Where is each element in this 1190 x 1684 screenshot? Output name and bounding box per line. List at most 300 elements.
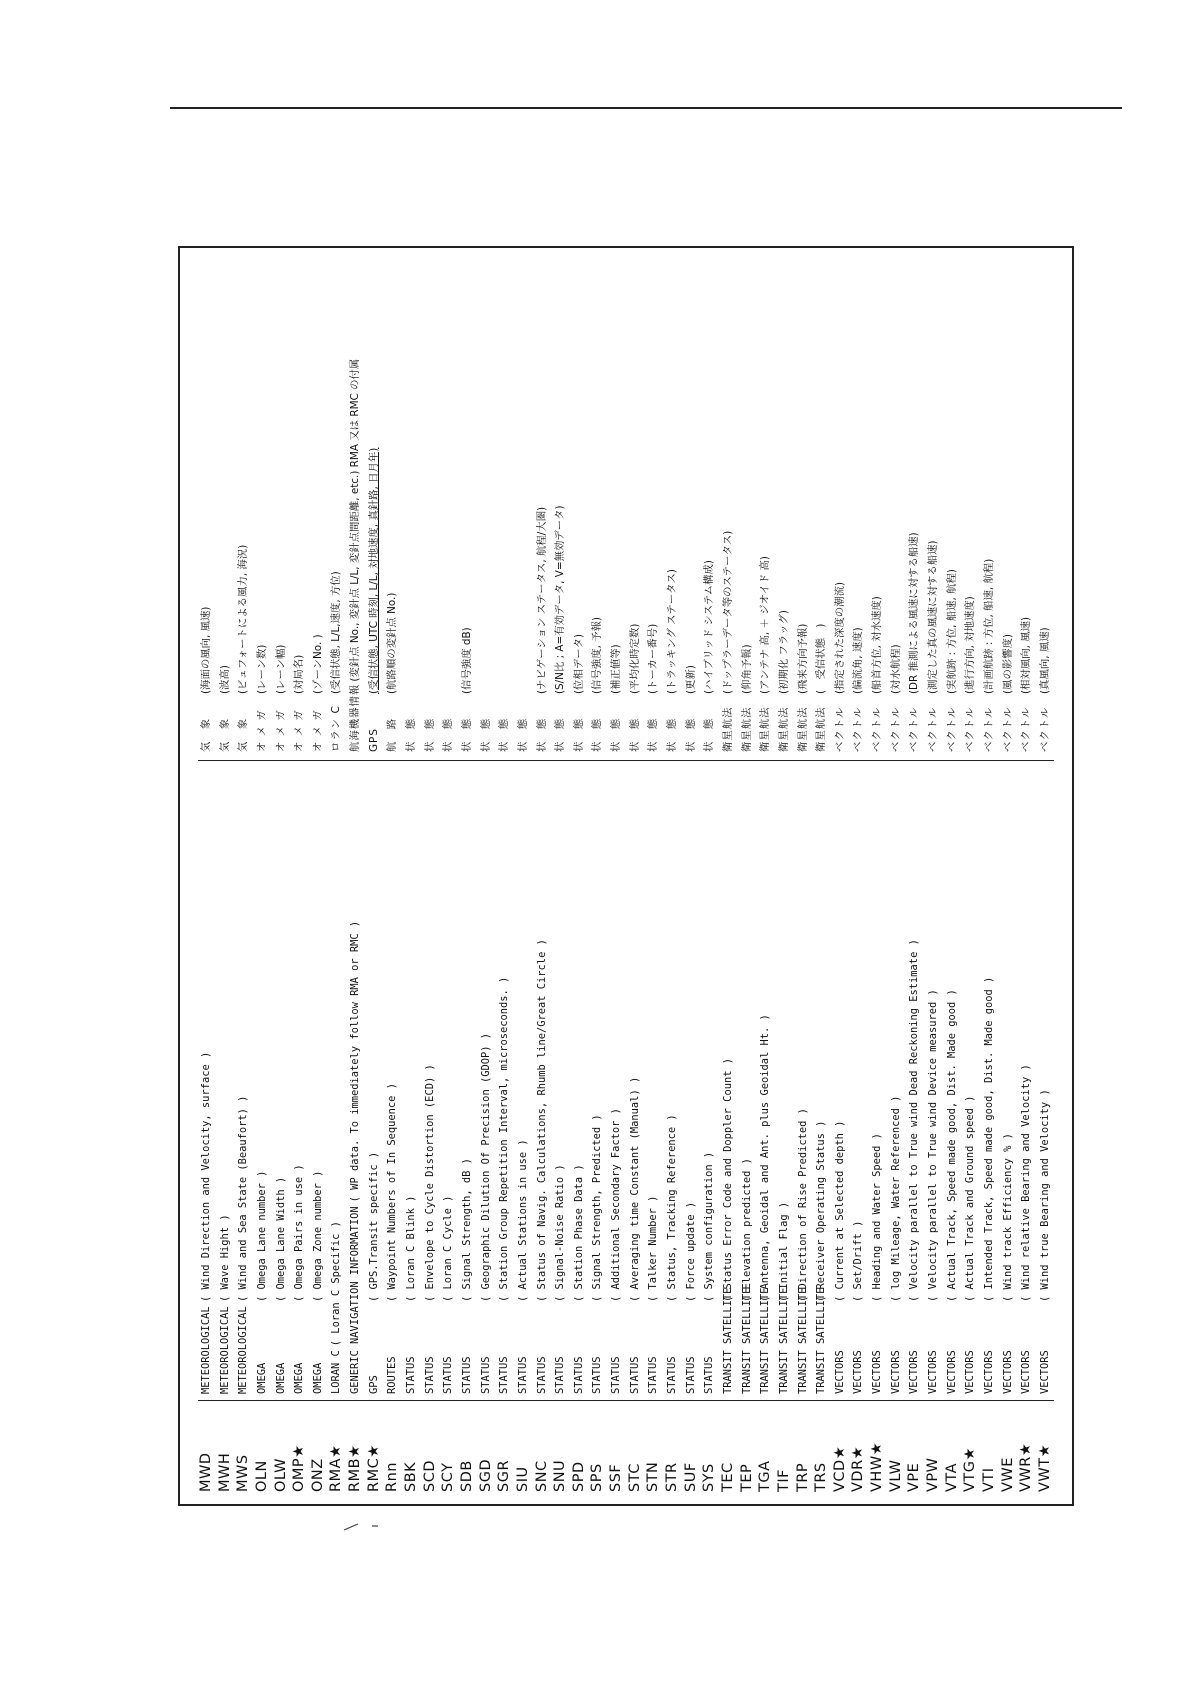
description-row — [739, 771, 756, 1394]
description-row — [310, 771, 327, 1394]
description-row — [291, 771, 308, 1394]
japanese-description-text: (DR 推測による風速に対する船速) — [908, 532, 921, 694]
category-label: VECTORS — [1038, 1350, 1051, 1394]
category-label: STATUS — [684, 1356, 697, 1394]
sentence-code: OLN — [253, 1460, 270, 1492]
japanese-row — [478, 260, 495, 752]
japanese-category-label: 衛星航法 — [759, 706, 772, 752]
japanese-category-label: ベクトル — [926, 706, 939, 752]
japanese-description-text: (測定した真の風速に対する船速) — [926, 540, 939, 694]
japanese-row — [422, 260, 439, 752]
description-row — [888, 771, 905, 1394]
description-text: ( Wind Direction and Velocity, surface ) — [200, 1051, 212, 1302]
sentence-code: SYS — [701, 1463, 718, 1492]
category-label: STATUS — [460, 1356, 473, 1394]
sentence-code: RMC★ — [365, 1444, 382, 1492]
japanese-row — [291, 260, 308, 752]
japanese-description-text: (風の影響度) — [1001, 633, 1014, 694]
description-text: ( Loran C Blink ) — [405, 1195, 418, 1302]
category-label: TRANSIT SATELLITE — [796, 1287, 809, 1394]
sentence-code: MWH — [216, 1452, 233, 1492]
category-label: GENERIC NAVIGATION INFORMATION — [349, 1206, 362, 1394]
japanese-category-label: 状 態 — [628, 717, 641, 752]
japanese-description-text: (ハイブリッド システム構成) — [703, 560, 716, 694]
category-label: VECTORS — [945, 1350, 958, 1394]
description-row — [1018, 771, 1035, 1394]
japanese-category-label: 状 態 — [591, 717, 604, 752]
description-row — [645, 771, 662, 1394]
japanese-category-label: 気 象 — [200, 717, 212, 752]
category-label: OMEGA — [293, 1362, 306, 1394]
sentence-code: TGA — [757, 1460, 774, 1492]
category-label: VECTORS — [982, 1350, 995, 1394]
japanese-category-label: 状 態 — [479, 717, 492, 752]
description-row — [217, 771, 234, 1394]
description-text: ( Actual Track and Ground speed ) — [964, 1095, 977, 1302]
description-text: ( Signal-Noise Ratio ) — [554, 1164, 567, 1302]
sentence-code: STC — [626, 1463, 643, 1492]
japanese-description-text: (補正値等) — [610, 644, 623, 694]
description-row — [384, 771, 401, 1394]
sentence-code: SBK — [403, 1461, 420, 1492]
description-row — [776, 771, 793, 1394]
description-text: ( Wind and Sea State (Beaufort) ) — [237, 1095, 250, 1302]
description-row — [328, 771, 345, 1394]
description-row — [273, 771, 290, 1394]
description-text: ( Actual Stations in use ) — [516, 1139, 529, 1302]
japanese-category-label: ベクトル — [852, 706, 865, 752]
japanese-description-text: (ゾーンNo. ) — [311, 634, 324, 694]
japanese-row — [1018, 260, 1035, 752]
japanese-row — [235, 260, 252, 752]
description-text: ( Wind true Bearing and Velocity ) — [1038, 1089, 1051, 1302]
category-label: TRANSIT SATELLITE — [815, 1287, 828, 1394]
category-label: TRANSIT SATELLITE — [759, 1287, 772, 1394]
description-row — [720, 771, 737, 1394]
category-label: TRANSIT SATELLITE — [721, 1287, 734, 1394]
japanese-category-label: 状 態 — [442, 717, 455, 752]
japanese-row — [254, 260, 271, 752]
japanese-description-text: (S/N比 ; A=有効データ, V=無効データ) — [554, 505, 567, 694]
description-row — [608, 771, 625, 1394]
japanese-category-label: ベクトル — [1001, 706, 1014, 752]
description-text: ( Velocity parallel to True wind Device measured ) — [926, 989, 939, 1302]
japanese-description-text: (航路順の変針点 No.) — [386, 592, 399, 694]
japanese-description-text: (海面の風向, 風速) — [200, 606, 212, 694]
category-label: STATUS — [516, 1356, 529, 1394]
description-text: ( Talker Number ) — [647, 1195, 660, 1302]
japanese-category-label: 状 態 — [405, 717, 418, 752]
description-text: ( Signal Strength, dB ) — [460, 1158, 473, 1302]
japanese-description-text: (ドップラーデータ等のステータス) — [721, 530, 734, 694]
japanese-description-text: (トラッキング ステータス) — [666, 569, 679, 694]
sentence-code: VTI — [980, 1467, 997, 1492]
japanese-row — [869, 260, 886, 752]
description-text: ( Status of Navig. Calculations, Rhumb line/Great Circle ) — [535, 939, 548, 1302]
category-label: STATUS — [703, 1356, 716, 1394]
category-label: VECTORS — [926, 1350, 939, 1394]
description-row — [1037, 771, 1054, 1394]
japanese-description-text: (進行方向, 対地速度) — [964, 596, 977, 694]
description-row — [235, 771, 252, 1394]
description-row — [440, 771, 457, 1394]
description-row — [422, 771, 439, 1394]
category-label: METEOROLOGICAL — [200, 1306, 212, 1394]
japanese-row — [328, 260, 345, 752]
japanese-row — [440, 260, 457, 752]
description-row — [869, 771, 886, 1394]
japanese-category-label: 状 態 — [554, 717, 567, 752]
japanese-row — [906, 260, 923, 752]
sentence-code: VWE — [999, 1457, 1016, 1492]
category-label: STATUS — [591, 1356, 604, 1394]
japanese-description-text: ( 受信状態 ) — [815, 623, 828, 694]
description-row — [832, 771, 849, 1394]
japanese-description-text: (船首方位, 対水速度) — [871, 596, 884, 694]
description-text: ( Station Group Repetition Interval, microseconds. ) — [498, 976, 511, 1302]
category-label: TRANSIT SATELLITE — [777, 1287, 790, 1394]
japanese-category-label: 衛星航法 — [815, 706, 828, 752]
description-text: ( Omega Lane Width ) — [274, 1176, 287, 1302]
japanese-row — [403, 260, 420, 752]
japanese-description-column — [198, 260, 1054, 760]
japanese-category-label: 状 態 — [535, 717, 548, 752]
description-row — [757, 771, 774, 1394]
japanese-row — [701, 260, 718, 752]
sentence-code: ONZ — [309, 1458, 326, 1492]
description-text: ( Omega Lane number ) — [255, 1170, 268, 1302]
sentence-code: Rnn — [384, 1462, 401, 1492]
description-row — [571, 771, 588, 1394]
japanese-description-text: (信号強度 dB) — [460, 627, 473, 694]
sentence-code: SPD — [570, 1461, 587, 1492]
page-header-rule — [170, 107, 1122, 109]
description-text: ( Current at Selected depth ) — [833, 1120, 846, 1302]
sentence-code: RMA★ — [328, 1444, 345, 1492]
japanese-category-label: 状 態 — [460, 717, 473, 752]
sentence-code: STN — [645, 1461, 662, 1492]
description-text: ( Direction of Rise Predicted ) — [796, 1108, 809, 1302]
category-label: VECTORS — [964, 1350, 977, 1394]
japanese-row — [608, 260, 625, 752]
japanese-row — [795, 260, 812, 752]
description-text: ( Set/Drift ) — [852, 1220, 865, 1302]
japanese-category-label: 航 路 — [386, 717, 399, 752]
japanese-row — [384, 260, 401, 752]
japanese-category-label: 状 態 — [516, 717, 529, 752]
description-text: ( Status Error Code and Doppler Count ) — [721, 1058, 734, 1302]
category-label: VECTORS — [833, 1350, 846, 1394]
japanese-row — [739, 260, 756, 752]
description-text: ( Wind relative Bearing and Velocity ) — [1020, 1064, 1033, 1302]
description-row — [515, 771, 532, 1394]
description-text: ( Receiver Operating Status ) — [815, 1120, 828, 1302]
category-label: LORAN C — [330, 1350, 343, 1394]
japanese-description-text: (受信状態, L/L,速度, 方位) — [330, 571, 343, 694]
description-text: ( Actual Track, Speed made good, Dist. Made good ) — [945, 989, 958, 1302]
japanese-row — [459, 260, 476, 752]
japanese-category-label: 状 態 — [703, 717, 716, 752]
category-label: STATUS — [610, 1356, 623, 1394]
sentence-code: TRS — [813, 1462, 830, 1492]
category-label: VECTORS — [1020, 1350, 1033, 1394]
category-label: OMEGA — [274, 1362, 287, 1394]
japanese-category-label: 気 象 — [237, 717, 250, 752]
japanese-description-text: (実航跡 : 方位, 船速, 航程) — [945, 569, 958, 694]
description-row — [925, 771, 942, 1394]
description-text: ( WP data. To immediately follow RMA or RMC ) — [349, 920, 362, 1203]
japanese-description-text: (対水航程) — [889, 644, 902, 694]
japanese-row — [552, 260, 569, 752]
category-label: METEOROLOGICAL — [218, 1306, 231, 1394]
japanese-category-label: ベクトル — [889, 706, 902, 752]
category-label: OMEGA — [255, 1362, 268, 1394]
japanese-category-label: ロラン C — [330, 705, 343, 752]
category-label: STATUS — [572, 1356, 585, 1394]
sentence-code: TEC — [719, 1462, 736, 1492]
japanese-description-text: (偏流角, 速度) — [852, 627, 865, 694]
sentence-code: VPE — [906, 1462, 923, 1492]
description-row — [850, 771, 867, 1394]
category-label: VECTORS — [889, 1350, 902, 1394]
category-label: GPS — [367, 1375, 380, 1394]
description-row — [347, 771, 364, 1394]
description-text: ( Geographic Dilution Of Precision (GDOP) ) — [479, 1033, 492, 1302]
japanese-category-label: 状 態 — [684, 717, 697, 752]
category-label: VECTORS — [852, 1350, 865, 1394]
category-label: VECTORS — [1001, 1350, 1014, 1394]
japanese-row — [944, 260, 961, 752]
japanese-category-label: 衛星航法 — [721, 706, 734, 752]
stray-scan-mark — [342, 1516, 390, 1534]
japanese-description-text: (位相データ) — [572, 633, 585, 694]
japanese-category-label: ベクトル — [871, 706, 884, 752]
description-column — [198, 760, 1054, 1400]
description-text: ( Additional Secondary Factor ) — [610, 1108, 623, 1302]
description-row — [552, 771, 569, 1394]
category-label: STATUS — [479, 1356, 492, 1394]
description-text: ( Waypoint Numbers of In Sequence ) — [386, 1083, 399, 1302]
sentence-code: VTA — [943, 1462, 960, 1492]
japanese-description-text: (ビュフォートによる風力, 海況) — [237, 544, 250, 694]
japanese-description-text: (波高) — [218, 665, 231, 694]
category-label: OMEGA — [311, 1362, 324, 1394]
japanese-description-text: (真風向, 風速) — [1038, 627, 1051, 694]
description-row — [683, 771, 700, 1394]
japanese-description-text: (対局名) — [293, 654, 306, 694]
description-row — [534, 771, 551, 1394]
description-row — [701, 771, 718, 1394]
japanese-category-label: 状 態 — [498, 717, 511, 752]
japanese-row — [888, 260, 905, 752]
description-text: ( Loran C Cycle ) — [442, 1195, 455, 1302]
sentence-code: SGR — [496, 1459, 513, 1492]
japanese-row — [589, 260, 606, 752]
sentence-code: VLW — [887, 1459, 904, 1492]
description-row — [198, 771, 215, 1394]
description-row — [795, 771, 812, 1394]
sentence-code: VWR★ — [1018, 1442, 1035, 1492]
japanese-row — [664, 260, 681, 752]
japanese-row — [217, 260, 234, 752]
description-row — [589, 771, 606, 1394]
sentence-code: SCD — [421, 1460, 438, 1492]
japanese-row — [776, 260, 793, 752]
description-text: ( Omega Zone number ) — [311, 1170, 324, 1302]
japanese-category-label: オ メ ガ — [274, 709, 287, 752]
japanese-category-label: ベクトル — [908, 706, 921, 752]
sentence-code: SDB — [458, 1460, 475, 1492]
japanese-description-text: (更新) — [684, 665, 697, 694]
description-row — [478, 771, 495, 1394]
category-label: STATUS — [628, 1356, 641, 1394]
category-label: STATUS — [554, 1356, 567, 1394]
description-text: ( Wind track Efficiency % ) — [1001, 1133, 1014, 1302]
description-text: ( Averaging time Constant (Manual) ) — [628, 1076, 641, 1302]
description-row — [944, 771, 961, 1394]
sentence-code: SNU — [552, 1459, 569, 1492]
description-row — [627, 771, 644, 1394]
japanese-category-label: ベクトル — [982, 706, 995, 752]
japanese-row — [366, 260, 383, 752]
sentence-code: MWD — [198, 1452, 214, 1492]
japanese-description-text: (初期化 フラッグ) — [777, 610, 790, 694]
category-label: ROUTES — [386, 1356, 399, 1394]
japanese-category-label: 衛星航法 — [796, 706, 809, 752]
description-text: ( Velocity parallel to True wind Dead Reckoning Estimate ) — [908, 939, 921, 1302]
category-label: TRANSIT SATELLITE — [740, 1287, 753, 1394]
japanese-category-label: ベクトル — [945, 706, 958, 752]
description-row — [981, 771, 998, 1394]
japanese-row — [496, 260, 513, 752]
description-text: ( Station Phase Data ) — [572, 1164, 585, 1302]
description-text: ( System configuration ) — [703, 1151, 716, 1302]
japanese-description-text: (相対風向, 風速) — [1020, 616, 1033, 694]
sentence-code: SGD — [477, 1458, 494, 1492]
category-label: METEOROLOGICAL — [237, 1306, 250, 1394]
japanese-row — [962, 260, 979, 752]
sentence-code: SPS — [589, 1463, 606, 1492]
sentence-code: VCD★ — [831, 1445, 848, 1492]
description-text: ( GPS.Transit specific ) — [367, 1151, 380, 1302]
japanese-description-text: (アンテナ 高, ＋ ジオイド 高) — [759, 556, 772, 694]
description-text: ( Heading and Water Speed ) — [871, 1133, 884, 1302]
sentence-code: OMP★ — [291, 1444, 308, 1492]
sentence-code: VHW★ — [869, 1441, 886, 1492]
japanese-description-text: (ナビゲーション ステータス, 航程/大圏) — [535, 506, 548, 694]
sentence-code: TIF — [775, 1469, 792, 1492]
japanese-category-label: 状 態 — [423, 717, 436, 752]
japanese-row — [198, 260, 215, 752]
description-row — [254, 771, 271, 1394]
description-text: ( Wave Hight ) — [218, 1214, 231, 1302]
japanese-description-text: (レーン幅) — [274, 644, 287, 694]
japanese-description-text: (平均化時定数) — [628, 623, 641, 694]
category-label: STATUS — [647, 1356, 660, 1394]
japanese-row — [832, 260, 849, 752]
japanese-description-text: (指定された深度の潮流) — [833, 581, 846, 694]
japanese-description-text: (飛来方向予報) — [796, 623, 809, 694]
japanese-category-label: 衛星航法 — [740, 706, 753, 752]
sentence-code: SCY — [440, 1462, 457, 1492]
description-row — [496, 771, 513, 1394]
category-label: STATUS — [666, 1356, 679, 1394]
sentence-code: RMB★ — [347, 1444, 364, 1492]
sentence-code-column — [198, 1400, 1054, 1492]
japanese-row — [310, 260, 327, 752]
description-text: ( log Mileage, Water Referenced ) — [889, 1095, 902, 1302]
japanese-category-label: ベクトル — [964, 706, 977, 752]
description-text: ( Status, Tracking Reference ) — [666, 1114, 679, 1302]
sentence-table — [178, 246, 1074, 1506]
japanese-row — [683, 260, 700, 752]
category-label: STATUS — [535, 1356, 548, 1394]
category-label: STATUS — [442, 1356, 455, 1394]
japanese-description-text: (レーン数) — [255, 644, 268, 694]
description-row — [1000, 771, 1017, 1394]
japanese-category-label: ベクトル — [1020, 706, 1033, 752]
japanese-row — [850, 260, 867, 752]
sentence-code: SIU — [514, 1466, 531, 1492]
description-row — [403, 771, 420, 1394]
japanese-row — [534, 260, 551, 752]
description-row — [664, 771, 681, 1394]
japanese-row — [1000, 260, 1017, 752]
japanese-row — [571, 260, 588, 752]
description-row — [459, 771, 476, 1394]
japanese-row — [347, 260, 364, 752]
japanese-row — [627, 260, 644, 752]
japanese-category-label: 航海機器情報 — [349, 683, 362, 752]
rotated-table-content — [180, 248, 1072, 1504]
sentence-code: STR — [664, 1462, 681, 1492]
sentence-code: VWT★ — [1036, 1443, 1053, 1492]
description-row — [813, 771, 830, 1394]
japanese-description-text: (計画航跡 : 方位, 船速, 航程) — [982, 558, 995, 694]
japanese-category-label: 気 象 — [218, 717, 231, 752]
description-text: ( Signal Strength, Predicted ) — [591, 1114, 604, 1302]
description-text: ( Antenna, Geoidal and Ant. plus Geoidal Ht. ) — [759, 1014, 772, 1302]
category-label: VECTORS — [871, 1350, 884, 1394]
japanese-row — [981, 260, 998, 752]
japanese-row — [925, 260, 942, 752]
japanese-category-label: ベクトル — [1038, 706, 1051, 752]
japanese-category-label: オ メ ガ — [293, 709, 306, 752]
japanese-category-label: オ メ ガ — [255, 709, 268, 752]
description-text: ( Initial Flag ) — [777, 1201, 790, 1302]
sentence-code: VDR★ — [850, 1445, 867, 1492]
sentence-code: SSF — [608, 1463, 625, 1492]
japanese-description-text: (仰角予報) — [740, 644, 753, 694]
description-text: ( Elevation predicted ) — [740, 1158, 753, 1302]
description-text: ( Envelope to Cycle Distortion (ECD) ) — [423, 1064, 436, 1302]
category-label: VECTORS — [908, 1350, 921, 1394]
sentence-code: VPW — [924, 1457, 941, 1492]
japanese-category-label: 状 態 — [647, 717, 660, 752]
japanese-category-label: GPS — [367, 728, 380, 752]
sentence-code: OLW — [272, 1458, 289, 1492]
japanese-row — [1037, 260, 1054, 752]
japanese-category-label: 状 態 — [666, 717, 679, 752]
japanese-row — [720, 260, 737, 752]
sentence-code: VTG★ — [962, 1446, 979, 1492]
japanese-row — [813, 260, 830, 752]
sentence-code: SNC — [533, 1460, 550, 1492]
category-label: STATUS — [423, 1356, 436, 1394]
category-label: STATUS — [405, 1356, 418, 1394]
description-text: ( Loran C Specific ) — [330, 1221, 343, 1347]
japanese-description-text: (信号強度, 予報) — [591, 616, 604, 694]
